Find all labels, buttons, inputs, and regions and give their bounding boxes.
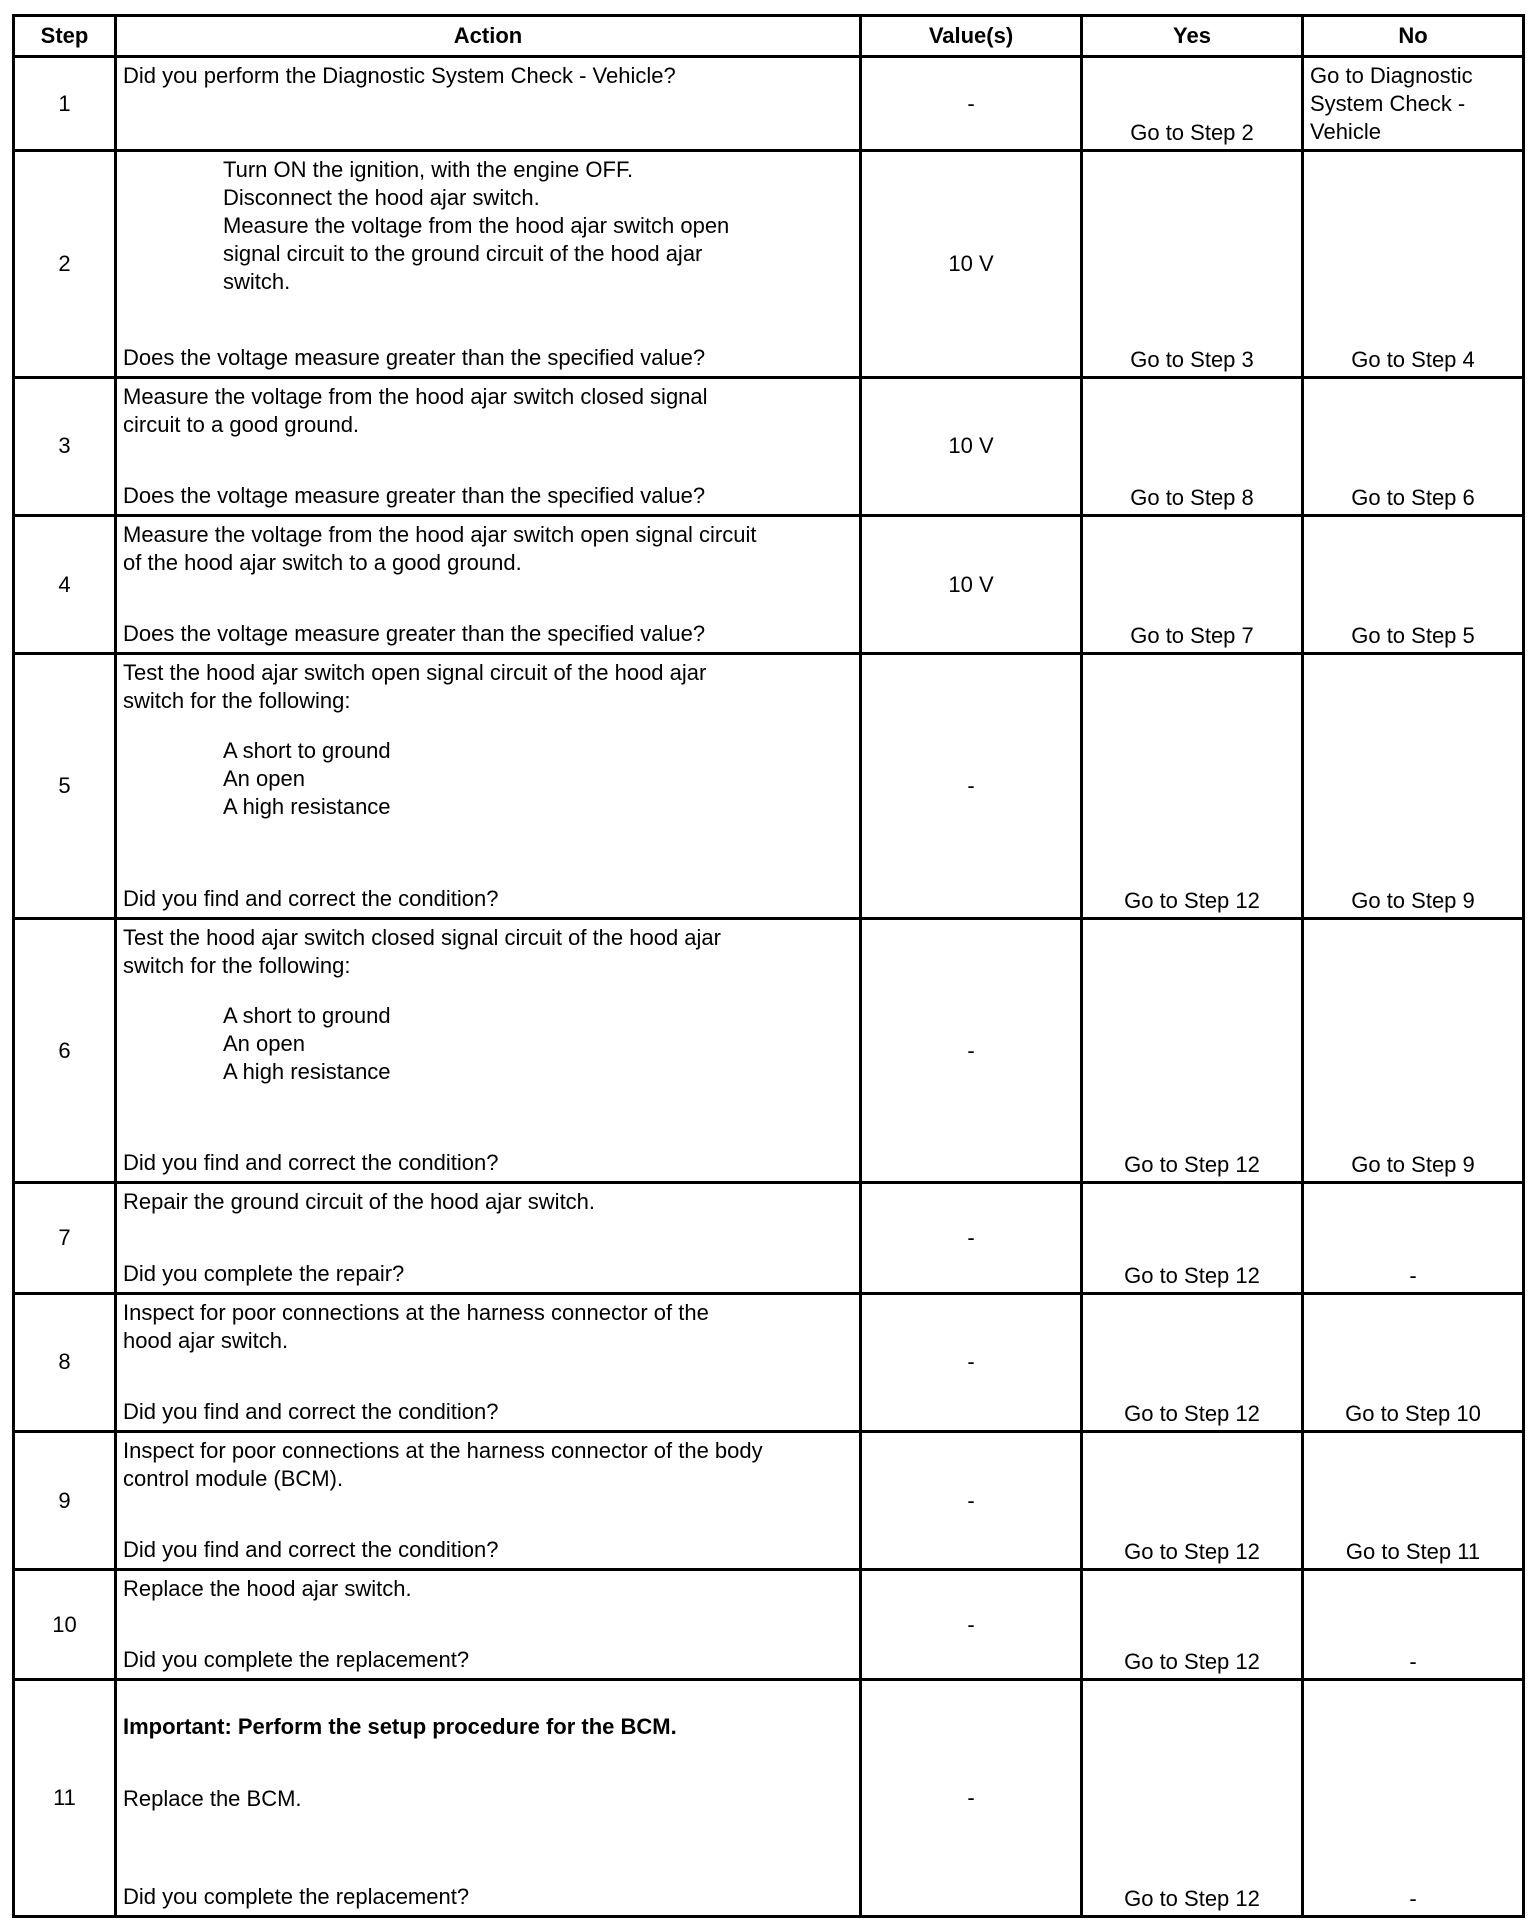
action-line: Test the hood ajar switch open signal circuit of the hood ajar — [123, 660, 707, 686]
value-cell: 10 V — [861, 377, 1082, 515]
step-number: 7 — [14, 1183, 116, 1293]
step-number: 3 — [14, 377, 116, 515]
yes-link[interactable]: Go to Step 12 — [1124, 1886, 1260, 1911]
step-number: 11 — [14, 1680, 116, 1917]
no-link: - — [1409, 1886, 1417, 1911]
action-line: An open — [223, 1030, 305, 1056]
value-cell: - — [861, 1183, 1082, 1293]
action-question: Did you complete the replacement? — [123, 1884, 470, 1909]
action-line: Replace the hood ajar switch. — [123, 1576, 412, 1602]
action-line: Measure the voltage from the hood ajar switch closed signal — [123, 383, 708, 409]
no-cell — [1303, 918, 1524, 1183]
yes-cell — [1082, 57, 1303, 151]
no-cell — [1303, 377, 1524, 515]
value-cell: - — [861, 1680, 1082, 1917]
action-line: switch. — [223, 269, 291, 295]
step-number: 9 — [14, 1431, 116, 1569]
yes-link[interactable]: Go to Step 12 — [1124, 887, 1260, 913]
yes-cell — [1082, 654, 1303, 919]
yes-link[interactable]: Go to Step 7 — [1130, 623, 1254, 649]
value-cell: - — [861, 57, 1082, 151]
yes-link[interactable]: Go to Step 8 — [1130, 484, 1254, 510]
value-cell: - — [861, 654, 1082, 919]
action-cell — [116, 918, 861, 1183]
no-link[interactable]: Go to Diagnostic System Check - Vehicle — [1310, 63, 1473, 144]
table-row — [14, 654, 1524, 919]
table-row — [14, 1293, 1524, 1431]
action-line: Measure the voltage from the hood ajar switch open signal circuit — [123, 521, 757, 547]
step-number: 1 — [14, 57, 116, 151]
yes-link[interactable]: Go to Step 12 — [1124, 1152, 1260, 1178]
no-link: - — [1409, 1649, 1417, 1675]
action-line: A high resistance — [223, 1058, 391, 1084]
table-row — [14, 1183, 1524, 1293]
action-question: Did you find and correct the condition? — [123, 1150, 499, 1176]
action-line: switch for the following: — [123, 688, 351, 714]
table-row — [14, 1431, 1524, 1569]
action-cell — [116, 151, 861, 377]
no-cell — [1303, 1431, 1524, 1569]
action-cell — [116, 1293, 861, 1431]
yes-link[interactable]: Go to Step 12 — [1124, 1539, 1260, 1565]
action-line: Test the hood ajar switch closed signal circuit of the hood ajar — [123, 924, 721, 950]
action-line: A short to ground — [223, 1002, 391, 1028]
table-row — [14, 151, 1524, 377]
action-question: Does the voltage measure greater than the specified value? — [123, 344, 706, 370]
value-cell: 10 V — [861, 151, 1082, 377]
yes-cell — [1082, 1293, 1303, 1431]
yes-link[interactable]: Go to Step 12 — [1124, 1262, 1260, 1288]
yes-cell — [1082, 1570, 1303, 1680]
step-number: 8 — [14, 1293, 116, 1431]
value-cell: 10 V — [861, 515, 1082, 653]
action-line: Inspect for poor connections at the harness connector of the — [123, 1299, 709, 1325]
step-number: 10 — [14, 1570, 116, 1680]
no-link[interactable]: Go to Step 5 — [1351, 623, 1475, 649]
action-line: An open — [223, 766, 305, 792]
action-question: Did you find and correct the condition? — [123, 885, 499, 911]
header-step: Step — [14, 16, 116, 57]
no-link[interactable]: Go to Step 10 — [1345, 1400, 1481, 1426]
step-number: 2 — [14, 151, 116, 377]
table-body — [14, 57, 1524, 1917]
no-cell — [1303, 1680, 1524, 1917]
yes-link[interactable]: Go to Step 3 — [1130, 346, 1254, 372]
value-cell: - — [861, 1293, 1082, 1431]
action-cell — [116, 1680, 861, 1917]
action-question: Does the voltage measure greater than the specified value? — [123, 482, 706, 508]
yes-cell — [1082, 515, 1303, 653]
no-cell — [1303, 1570, 1524, 1680]
no-link[interactable]: Go to Step 4 — [1351, 346, 1475, 372]
header-row — [14, 16, 1524, 57]
table-row — [14, 918, 1524, 1183]
action-question: Did you complete the replacement? — [123, 1647, 470, 1673]
action-cell — [116, 1183, 861, 1293]
header-no: No — [1303, 16, 1524, 57]
yes-cell — [1082, 1183, 1303, 1293]
action-cell — [116, 1570, 861, 1680]
step-number: 6 — [14, 918, 116, 1183]
table-row — [14, 1680, 1524, 1917]
yes-link[interactable]: Go to Step 12 — [1124, 1649, 1260, 1675]
action-question: Did you find and correct the condition? — [123, 1537, 499, 1563]
yes-link[interactable]: Go to Step 2 — [1130, 120, 1254, 146]
header-values: Value(s) — [861, 16, 1082, 57]
action-line: Important: Perform the setup procedure for the BCM. — [123, 1714, 677, 1740]
value-cell: - — [861, 1570, 1082, 1680]
no-cell — [1303, 1183, 1524, 1293]
no-link[interactable]: Go to Step 11 — [1345, 1539, 1481, 1565]
action-question: Does the voltage measure greater than the specified value? — [123, 621, 706, 647]
yes-link[interactable]: Go to Step 12 — [1124, 1400, 1260, 1426]
yes-cell — [1082, 918, 1303, 1183]
action-cell — [116, 57, 861, 151]
table-row — [14, 515, 1524, 653]
action-line: Turn ON the ignition, with the engine OFF. — [223, 157, 634, 183]
action-line: A high resistance — [223, 794, 391, 820]
action-line: Disconnect the hood ajar switch. — [223, 185, 540, 211]
action-line: Inspect for poor connections at the harness connector of the body — [123, 1437, 763, 1463]
action-line: control module (BCM). — [123, 1465, 344, 1491]
action-line: circuit to a good ground. — [123, 411, 360, 437]
yes-cell — [1082, 377, 1303, 515]
table-row — [14, 377, 1524, 515]
no-cell — [1303, 57, 1524, 151]
action-line: signal circuit to the ground circuit of the hood ajar — [223, 241, 703, 267]
no-link[interactable]: Go to Step 9 — [1351, 887, 1475, 913]
action-line: Measure the voltage from the hood ajar switch open — [223, 213, 730, 239]
action-line: switch for the following: — [123, 952, 351, 978]
yes-cell — [1082, 1680, 1303, 1917]
header-action: Action — [116, 16, 861, 57]
no-cell — [1303, 151, 1524, 377]
yes-cell — [1082, 1431, 1303, 1569]
action-question: Did you find and correct the condition? — [123, 1398, 499, 1424]
action-line: of the hood ajar switch to a good ground. — [123, 549, 522, 575]
action-cell — [116, 515, 861, 653]
diagnostic-table — [12, 14, 1525, 1918]
yes-cell — [1082, 151, 1303, 377]
table-row — [14, 1570, 1524, 1680]
action-cell — [116, 1431, 861, 1569]
action-line: Replace the BCM. — [123, 1786, 302, 1812]
action-line: Repair the ground circuit of the hood ajar switch. — [123, 1189, 596, 1215]
no-link[interactable]: Go to Step 9 — [1351, 1152, 1475, 1178]
action-line: hood ajar switch. — [123, 1327, 289, 1353]
action-line: Did you perform the Diagnostic System Check - Vehicle? — [123, 63, 676, 88]
action-line: A short to ground — [223, 738, 391, 764]
no-cell — [1303, 654, 1524, 919]
no-cell — [1303, 1293, 1524, 1431]
value-cell: - — [861, 918, 1082, 1183]
table-row — [14, 57, 1524, 151]
step-number: 5 — [14, 654, 116, 919]
step-number: 4 — [14, 515, 116, 653]
action-cell — [116, 377, 861, 515]
no-link: - — [1409, 1262, 1417, 1288]
header-yes: Yes — [1082, 16, 1303, 57]
no-link[interactable]: Go to Step 6 — [1351, 484, 1475, 510]
action-question: Did you complete the repair? — [123, 1260, 405, 1286]
action-cell — [116, 654, 861, 919]
value-cell: - — [861, 1431, 1082, 1569]
no-cell — [1303, 515, 1524, 653]
